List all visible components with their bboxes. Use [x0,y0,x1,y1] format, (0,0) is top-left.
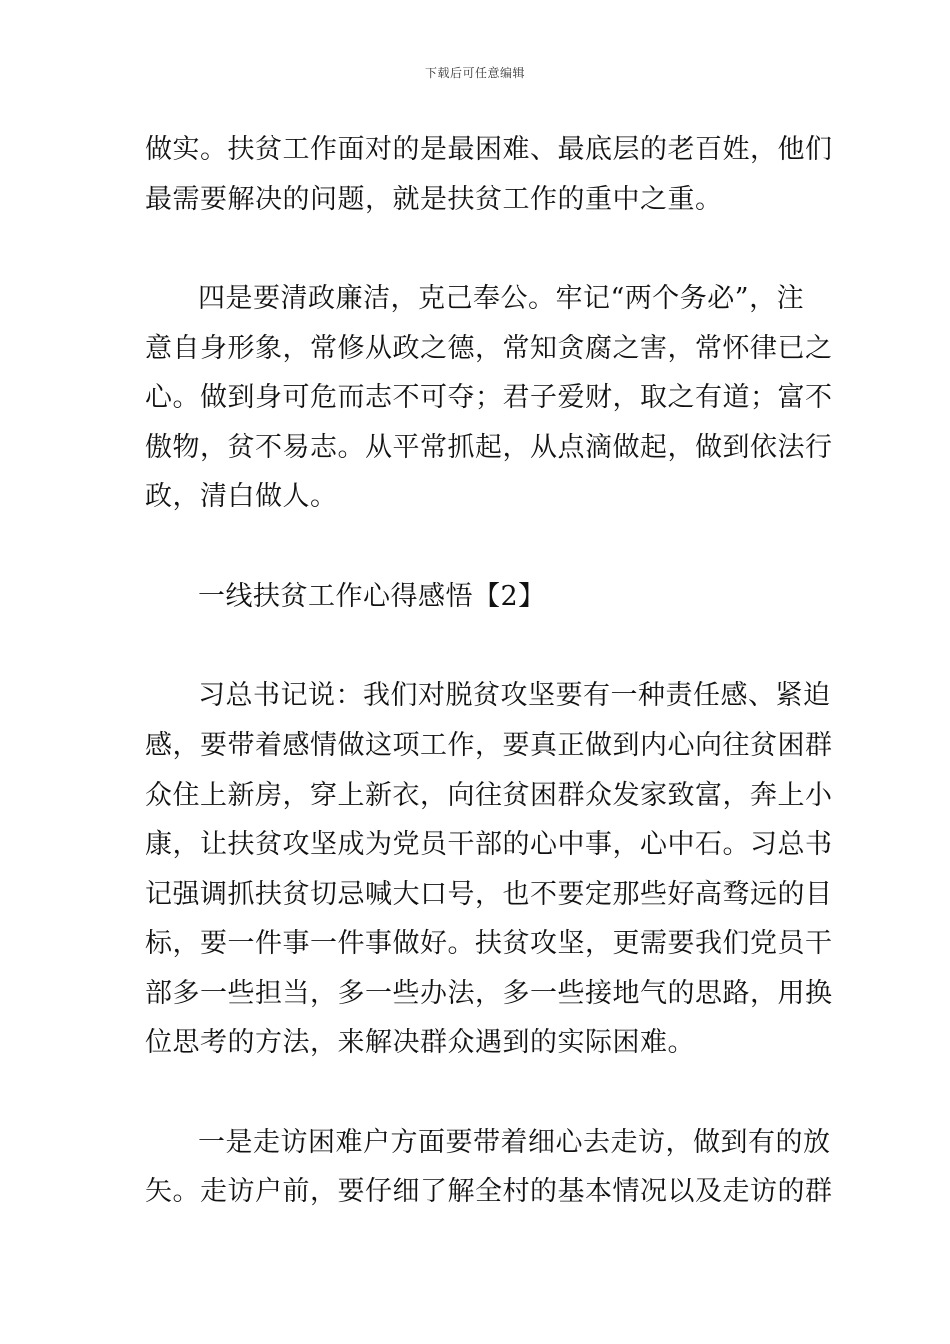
paragraph-line: 四是要清政廉洁，克己奉公。牢记“两个务必”，注 [198,283,805,314]
paragraph-line: 位思考的方法，来解决群众遇到的实际困难。 [145,1027,695,1058]
paragraph-line: 矢。走访户前，要仔细了解全村的基本情况以及走访的群 [145,1176,833,1207]
paragraph-line: 标，要一件事一件事做好。扶贫攻坚，更需要我们党员干 [145,928,833,959]
paragraph-line: 记强调抓扶贫切忌喊大口号，也不要定那些好高骛远的目 [145,879,833,910]
section-heading: 一线扶贫工作心得感悟【2】 [198,581,546,612]
paragraph-line: 众住上新房，穿上新衣，向往贫困群众发家致富，奔上小 [145,780,833,811]
paragraph-line: 政，清白做人。 [145,481,338,512]
paragraph-line: 康，让扶贫攻坚成为党员干部的心中事，心中石。习总书 [145,829,833,860]
paragraph-line: 感，要带着感情做这项工作，要真正做到内心向往贫困群 [145,730,833,761]
paragraph-line: 意自身形象，常修从政之德，常知贪腐之害，常怀律已之 [145,333,833,364]
paragraph-line: 最需要解决的问题，就是扶贫工作的重中之重。 [145,184,723,215]
paragraph-line: 部多一些担当，多一些办法，多一些接地气的思路，用换 [145,978,833,1009]
paragraph-line: 心。做到身可危而志不可夺；君子爱财，取之有道；富不 [145,382,833,413]
paragraph-line: 做实。扶贫工作面对的是最困难、最底层的老百姓，他们 [145,134,833,165]
paragraph-line: 习总书记说：我们对脱贫攻坚要有一种责任感、紧迫 [198,680,831,711]
page-header: 下载后可任意编辑 [424,66,525,80]
paragraph-line: 傲物，贫不易志。从平常抓起，从点滴做起，做到依法行 [145,432,833,463]
paragraph-line: 一是走访困难户方面要带着细心去走访，做到有的放 [198,1127,831,1158]
